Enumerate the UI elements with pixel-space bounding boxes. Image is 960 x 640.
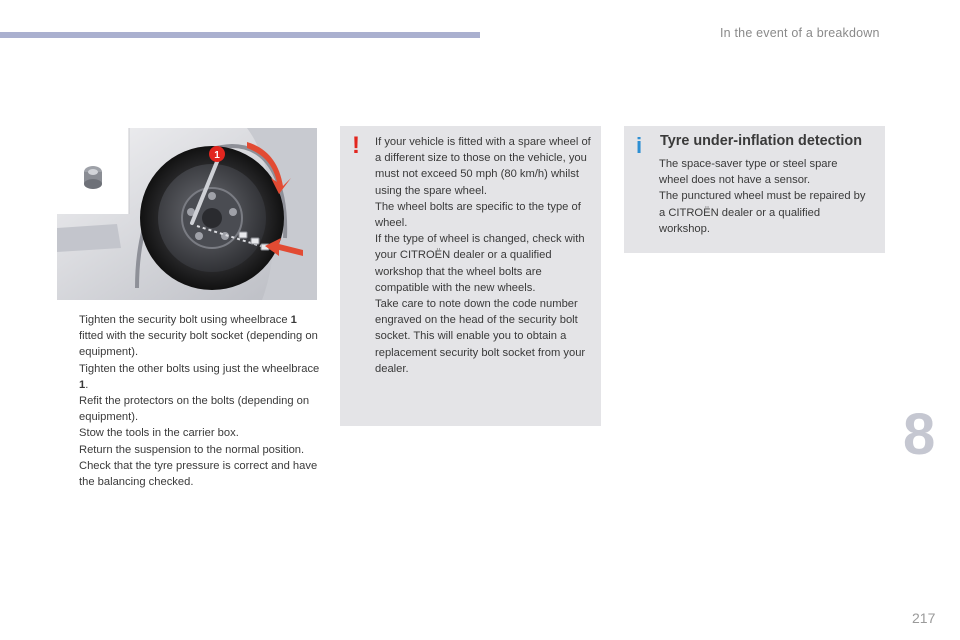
list-item: Check that the tyre pressure is correct and have the balancing checked. xyxy=(79,459,318,489)
list-item: Return the suspension to the normal position. xyxy=(79,443,305,456)
warning-text xyxy=(375,134,593,377)
callout-ref: 1 xyxy=(290,314,297,326)
list-item: Stow the tools in the carrier box. xyxy=(79,427,239,440)
warning-paragraph: If your vehicle is fitted with a spare wheel of a different size to those on the vehicle, you must not exceed 50 mph (80 km/h) whilst using the spare wheel. xyxy=(375,136,591,197)
warning-box xyxy=(340,126,601,426)
exclamation-icon: ! xyxy=(352,132,360,159)
chapter-number: 8 xyxy=(903,402,936,467)
list-item: Tighten the security bolt using wheelbrace 1 fitted with the security bolt socket (depending on equipment). xyxy=(79,314,318,359)
instruction-list xyxy=(62,312,324,490)
list-item: Tighten the other bolts using just the wheelbrace 1. xyxy=(79,362,320,391)
callout-1-label: 1 xyxy=(214,150,220,161)
wheel-illustration-svg xyxy=(57,128,317,300)
header-accent-bar xyxy=(0,32,480,38)
list-item: Refit the protectors on the bolts (depending on equipment). xyxy=(79,395,310,424)
info-box xyxy=(624,126,885,253)
callout-ref: 1 xyxy=(79,378,86,391)
section-title: In the event of a breakdown xyxy=(720,26,880,40)
info-text xyxy=(659,156,869,237)
warning-paragraph: Take care to note down the code number engraved on the head of the security bolt socket. This will enable you to obtain a replacement security bolt socket from your dealer. xyxy=(375,298,586,375)
security-bolt-socket-icon xyxy=(84,166,102,189)
warning-paragraph: The wheel bolts are specific to the type of wheel. xyxy=(375,200,581,230)
warning-paragraph: If the type of wheel is changed, check with your CITROËN dealer or a qualified workshop that the wheel bolts are compatible with the new wheels. xyxy=(375,233,585,294)
info-title: Tyre under-inflation detection xyxy=(660,133,863,149)
info-paragraph: The space-saver type or steel spare wheel does not have a sensor. xyxy=(659,158,838,187)
wheel-brace-illustration xyxy=(57,128,317,300)
page-number: 217 xyxy=(912,610,936,626)
info-paragraph: The punctured wheel must be repaired by a CITROËN dealer or a qualified workshop. xyxy=(659,190,866,235)
info-icon: i xyxy=(636,133,643,158)
